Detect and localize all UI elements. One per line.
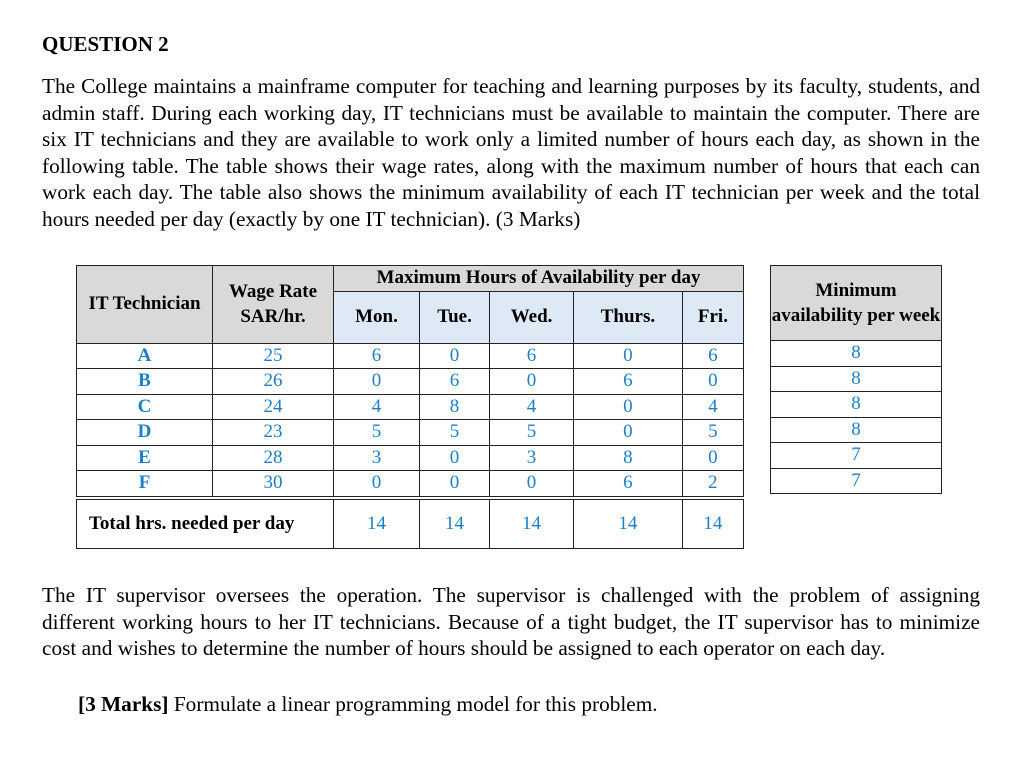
task-marks: [3 Marks]	[78, 692, 169, 716]
table-row	[77, 445, 744, 471]
min-availability: 8	[771, 392, 942, 418]
question-title: QUESTION 2	[42, 32, 169, 56]
max-hours-cell: 5	[490, 420, 574, 446]
total-hours: 14	[334, 498, 420, 549]
table-row	[77, 343, 744, 369]
total-hours: 14	[682, 498, 743, 549]
max-hours-cell: 4	[682, 394, 743, 420]
total-hours: 14	[574, 498, 683, 549]
wage-rate: 25	[213, 343, 334, 369]
total-hours: 14	[419, 498, 489, 549]
max-hours-cell: 3	[490, 445, 574, 471]
max-hours-cell: 0	[490, 369, 574, 395]
technician-name: E	[77, 445, 213, 471]
min-availability: 7	[771, 468, 942, 494]
max-hours-cell: 6	[334, 343, 420, 369]
max-hours-cell: 5	[682, 420, 743, 446]
max-hours-cell: 8	[419, 394, 489, 420]
max-hours-cell: 0	[682, 369, 743, 395]
technician-name: A	[77, 343, 213, 369]
wage-rate: 26	[213, 369, 334, 395]
min-row	[771, 341, 942, 367]
max-hours-cell: 6	[682, 343, 743, 369]
availability-table	[76, 265, 744, 549]
max-hours-cell: 4	[490, 394, 574, 420]
max-hours-cell: 0	[574, 420, 683, 446]
total-hours: 14	[490, 498, 574, 549]
technician-name: C	[77, 394, 213, 420]
max-hours-cell: 6	[574, 369, 683, 395]
total-label: Total hrs. needed per day	[77, 498, 334, 549]
wage-rate: 23	[213, 420, 334, 446]
header-technician: IT Technician	[77, 266, 213, 344]
max-hours-cell: 0	[334, 369, 420, 395]
wage-rate: 30	[213, 471, 334, 498]
header-day: Mon.	[334, 291, 420, 343]
technician-name: B	[77, 369, 213, 395]
max-hours-cell: 5	[334, 420, 420, 446]
technician-name: F	[77, 471, 213, 498]
max-hours-cell: 6	[574, 471, 683, 498]
max-hours-cell: 6	[490, 343, 574, 369]
task-text: Formulate a linear programming model for this problem.	[168, 692, 658, 716]
max-hours-cell: 2	[682, 471, 743, 498]
supervisor-description: The IT supervisor oversees the operation. The supervisor is challenged with the problem of assigning different working hours to her IT technicians. Because of a tight budget, the IT supervisor has to minimize cost and wishes to determine the number of hours should be assigned to each operator on each day.	[42, 583, 980, 660]
min-row	[771, 392, 942, 418]
max-hours-cell: 8	[574, 445, 683, 471]
problem-description: The College maintains a mainframe computer for teaching and learning purposes by its faculty, students, and admin staff. During each working day, IT technicians must be available to maintain the computer. There are six IT technicians and they are available to work only a limited number of hours each day, as shown in the following table. The table shows their wage rates, along with the maximum number of hours that each can work each day. The table also shows the minimum availability of each IT technician per week and the total hours needed per day (exactly by one IT technician). (3 Marks)	[42, 74, 980, 231]
header-day: Thurs.	[574, 291, 683, 343]
table-row	[77, 471, 744, 498]
max-hours-cell: 5	[419, 420, 489, 446]
min-row	[771, 366, 942, 392]
max-hours-cell: 4	[334, 394, 420, 420]
min-availability: 8	[771, 417, 942, 443]
max-hours-cell: 3	[334, 445, 420, 471]
max-hours-cell: 0	[490, 471, 574, 498]
header-max-hours: Maximum Hours of Availability per day	[334, 266, 744, 292]
min-availability: 7	[771, 443, 942, 469]
table-row	[77, 369, 744, 395]
min-availability: 8	[771, 341, 942, 367]
header-day: Fri.	[682, 291, 743, 343]
max-hours-cell: 0	[419, 343, 489, 369]
max-hours-cell: 0	[574, 343, 683, 369]
header-day: Wed.	[490, 291, 574, 343]
table-row	[77, 420, 744, 446]
header-wage: Wage Rate SAR/hr.	[213, 266, 334, 344]
max-hours-cell: 6	[419, 369, 489, 395]
max-hours-cell: 0	[419, 471, 489, 498]
max-hours-cell: 0	[682, 445, 743, 471]
wage-rate: 28	[213, 445, 334, 471]
min-row	[771, 468, 942, 494]
task-statement	[78, 692, 658, 717]
table-row	[77, 394, 744, 420]
min-availability: 8	[771, 366, 942, 392]
header-day: Tue.	[419, 291, 489, 343]
technician-name: D	[77, 420, 213, 446]
min-row	[771, 417, 942, 443]
max-hours-cell: 0	[334, 471, 420, 498]
min-row	[771, 443, 942, 469]
max-hours-cell: 0	[419, 445, 489, 471]
max-hours-cell: 0	[574, 394, 683, 420]
header-min-availability: Minimum availability per week	[771, 266, 942, 341]
minimum-availability-table	[770, 265, 942, 494]
wage-rate: 24	[213, 394, 334, 420]
